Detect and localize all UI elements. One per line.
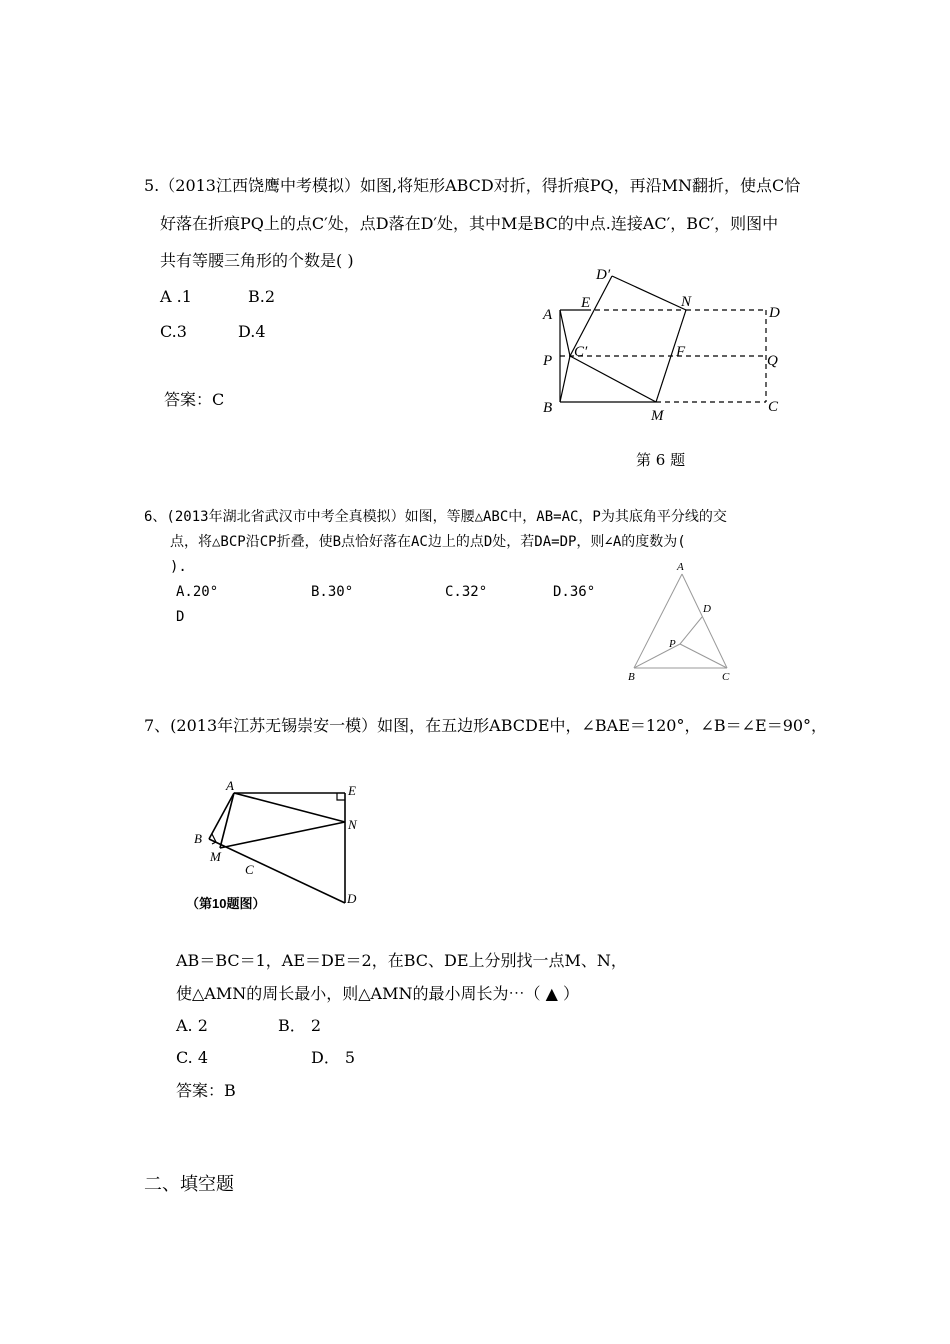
q7-label-e: E [348, 783, 356, 798]
q6-label-d: D [703, 603, 711, 615]
q6-label-a: A [677, 561, 684, 573]
q7-line-1: 7、(2013年江苏无锡崇安一模）如图，在五边形ABCDE中，∠BAE＝120°，∠B＝∠E＝90°， [144, 716, 828, 735]
q7-line-2: AB＝BC＝1，AE＝DE＝2，在BC、DE上分别找一点M、N， [176, 951, 627, 970]
q6-label-b: B [628, 671, 635, 683]
q5-label-p: P [543, 353, 553, 369]
q5-line-3: 共有等腰三角形的个数是( ) [160, 251, 354, 270]
q5-label-n: N [681, 294, 692, 310]
q7-option-a: A. 2 [176, 1016, 208, 1035]
q7-label-m: M [210, 849, 221, 864]
q5-option-d: D.4 [238, 322, 266, 341]
q6-label-p: P [669, 638, 676, 650]
q5-answer: 答案：C [164, 390, 225, 409]
q5-line-1: 5.（2013江西饶鹰中考模拟）如图,将矩形ABCD对折，得折痕PQ，再沿MN翻折，使点C恰 [144, 176, 801, 195]
q6-option-d: D.36° [553, 584, 596, 600]
q7-edge-ab [209, 793, 234, 839]
q7-option-b: B． 2 [278, 1016, 322, 1035]
q5-option-b: B.2 [248, 287, 276, 306]
q5-figure-caption: 第 6 题 [636, 451, 686, 469]
q5-label-m: M [651, 408, 664, 424]
q7-label-b: B [194, 831, 202, 846]
q7-option-d: D． 5 [311, 1048, 356, 1067]
q5-label-c: C [768, 399, 779, 415]
q5-label-e: E [581, 295, 591, 311]
q7-label-a: A [226, 778, 234, 793]
q5-label-b: B [543, 400, 553, 416]
section-2-title: 二、填空题 [144, 1174, 234, 1195]
q5-label-dprime: D′ [596, 267, 611, 283]
q6-line-3: ). [170, 559, 187, 575]
q7-right-angle-b [212, 834, 216, 844]
q5-option-a: A .1 [160, 287, 192, 306]
q6-option-a: A.20° [176, 584, 219, 600]
q7-line-3: 使△AMN的周长最小，则△AMN的最小周长为⋯（ ▲ ） [176, 984, 579, 1003]
q5-label-a: A [543, 307, 553, 323]
q5-option-c: C.3 [160, 322, 187, 341]
q6-line-1: 6、(2013年湖北省武汉市中考全真模拟）如图，等腰△ABC中，AB=AC，P为其底角平分线的交 [144, 509, 727, 525]
q5-line-2: 好落在折痕PQ上的点C′处，点D落在D′处，其中M是BC的中点.连接AC′，BC′，则图中 [160, 214, 779, 233]
q5-label-q: Q [767, 353, 778, 369]
q7-edge-am [220, 793, 234, 848]
q5-label-f: F [676, 344, 686, 360]
q6-label-c: C [722, 671, 730, 683]
q6-line-2: 点，将△BCP沿CP折叠，使B点恰好落在AC边上的点D处，若DA=DP，则∠A的度数为( [170, 534, 686, 550]
q6-option-c: C.32° [445, 584, 488, 600]
q5-label-cprime: C′ [574, 344, 588, 360]
q5-label-d: D [769, 305, 780, 321]
q7-label-c: C [245, 862, 254, 877]
q7-edge-mn [220, 822, 345, 848]
q7-label-d: D [347, 891, 357, 906]
q7-label-n: N [348, 817, 357, 832]
q7-option-c: C. 4 [176, 1048, 209, 1067]
q7-right-angle-e [337, 793, 345, 800]
q7-answer: 答案：B [176, 1081, 236, 1100]
q6-option-b: B.30° [311, 584, 354, 600]
q7-edge-an [234, 793, 345, 822]
q7-figure-caption: （第10题图） [186, 896, 266, 911]
q6-answer: D [176, 609, 185, 625]
